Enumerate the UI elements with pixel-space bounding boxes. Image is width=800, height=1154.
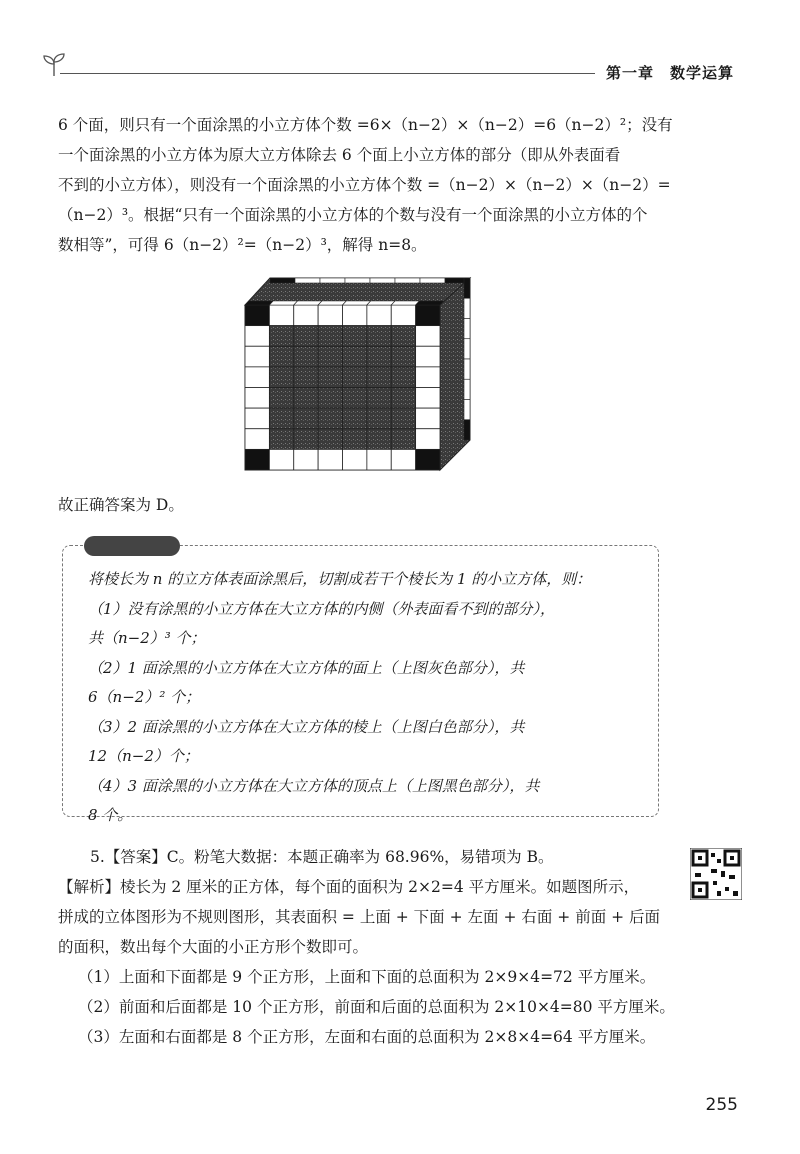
top-edge-cube [269, 301, 297, 305]
text-line: 不到的小立方体），则没有一个面涂黑的小立方体个数 =（n−2）×（n−2）×（n−2）= [58, 176, 671, 194]
top-edge-cube [245, 301, 273, 305]
back-edge-cube [370, 278, 395, 283]
edge-cube [245, 326, 269, 347]
edge-cube [245, 346, 269, 367]
edge-cube [318, 305, 342, 326]
note-line: （1）没有涂黑的小立方体在大立方体的内侧（外表面看不到的部分）， [88, 599, 556, 618]
note-line: （4）3 面涂黑的小立方体在大立方体的顶点上（上图黑色部分），共 [88, 776, 540, 795]
painted-cube-figure [240, 270, 480, 475]
edge-cube [391, 449, 415, 470]
top-edge-cube [343, 301, 371, 305]
answer-text: 故正确答案为 D。 [58, 496, 184, 514]
back-edge-cube [345, 278, 370, 283]
q5-answer-text: 5.【答案】C。粉笔大数据：本题正确率为 68.96%，易错项为 B。 [90, 848, 554, 866]
edge-cube [367, 449, 391, 470]
side-edge-cube [464, 298, 470, 318]
text-line: （n−2）³。根据“只有一个面涂黑的小立方体的个数与没有一个面涂黑的小立方体的个 [58, 206, 648, 224]
corner-cube [416, 305, 440, 326]
edge-cube [245, 388, 269, 409]
edge-cube [416, 367, 440, 388]
back-edge-cube [270, 278, 295, 283]
back-edge-cube [320, 278, 345, 283]
edge-cube [269, 305, 293, 326]
page-number: 255 [705, 1095, 738, 1115]
summary-tag [84, 536, 180, 556]
edge-cube [343, 449, 367, 470]
q5-analysis [58, 872, 748, 1052]
analysis-line: 的面积，数出每个大面的小正方形个数即可。 [58, 938, 369, 956]
top-edge-cube [416, 301, 444, 305]
solution-paragraph [58, 110, 748, 260]
q5-answer [90, 842, 690, 872]
step-line: （3）左面和右面都是 8 个正方形，左面和右面的总面积为 2×8×4=64 平方厘米。 [78, 1028, 656, 1046]
analysis-line: 拼成的立体图形为不规则图形，其表面积 = 上面 + 下面 + 左面 + 右面 + 前面 + 后面 [58, 908, 661, 926]
side-edge-cube [464, 319, 470, 339]
edge-cube [367, 305, 391, 326]
text-line: 数相等”，可得 6（n−2）²=（n−2）³，解得 n=8。 [58, 236, 427, 254]
back-edge-cube [295, 278, 320, 283]
step-line: （1）上面和下面都是 9 个正方形，上面和下面的总面积为 2×9×4=72 平方厘米。 [78, 968, 656, 986]
edge-cube [245, 367, 269, 388]
note-line: 6（n−2）² 个； [88, 688, 201, 706]
sprout-icon [40, 52, 68, 78]
side-edge-cube [464, 400, 470, 420]
edge-cube [416, 388, 440, 409]
analysis-line: 【解析】棱长为 2 厘米的正方体，每个面的面积为 2×2=4 平方厘米。如题图所示， [58, 878, 640, 896]
top-edge-cube [294, 301, 322, 305]
edge-cube [245, 429, 269, 450]
top-edge-cube [367, 301, 395, 305]
edge-cube [343, 305, 367, 326]
edge-cube [269, 449, 293, 470]
back-edge-cube [420, 278, 445, 283]
edge-cube [416, 326, 440, 347]
top-edge-cube [391, 301, 419, 305]
corner-cube [416, 449, 440, 470]
side-edge-cube [464, 379, 470, 399]
edge-cube [294, 305, 318, 326]
edge-cube [416, 429, 440, 450]
step-line: （2）前面和后面都是 10 个正方形，前面和后面的总面积为 2×10×4=80 平方厘米。 [78, 998, 675, 1016]
note-line: 共（n−2）³ 个； [88, 629, 206, 647]
summary-text [88, 565, 643, 831]
back-edge-cube [395, 278, 420, 283]
edge-cube [294, 449, 318, 470]
text-line: 一个面涂黑的小立方体为原大立方体除去 6 个面上小立方体的部分（即从外表面看 [58, 146, 621, 164]
side-edge-cube [464, 359, 470, 379]
edge-cube [391, 305, 415, 326]
corner-cube [245, 449, 269, 470]
note-line: 12（n−2）个； [88, 747, 199, 765]
note-line: （2）1 面涂黑的小立方体在大立方体的面上（上图灰色部分），共 [88, 658, 525, 677]
note-line: （3）2 面涂黑的小立方体在大立方体的棱上（上图白色部分），共 [88, 717, 525, 736]
side-edge-cube [464, 420, 470, 440]
edge-cube [416, 346, 440, 367]
edge-cube [245, 408, 269, 429]
note-line: 8 个。 [88, 806, 133, 824]
edge-cube [416, 408, 440, 429]
header-rule [60, 73, 595, 74]
top-edge-cube [318, 301, 346, 305]
answer-line [58, 490, 748, 520]
text-line: 6 个面，则只有一个面涂黑的小立方体个数 =6×（n−2）×（n−2）=6（n−2）²；没有 [58, 116, 673, 134]
side-edge-cube [464, 278, 470, 298]
chapter-title: 第一章 数学运算 [605, 64, 734, 82]
edge-cube [318, 449, 342, 470]
note-line: 将棱长为 n 的立方体表面涂黑后，切割成若干个棱长为 1 的小立方体，则： [88, 570, 592, 588]
side-edge-cube [464, 339, 470, 359]
corner-cube [245, 305, 269, 326]
